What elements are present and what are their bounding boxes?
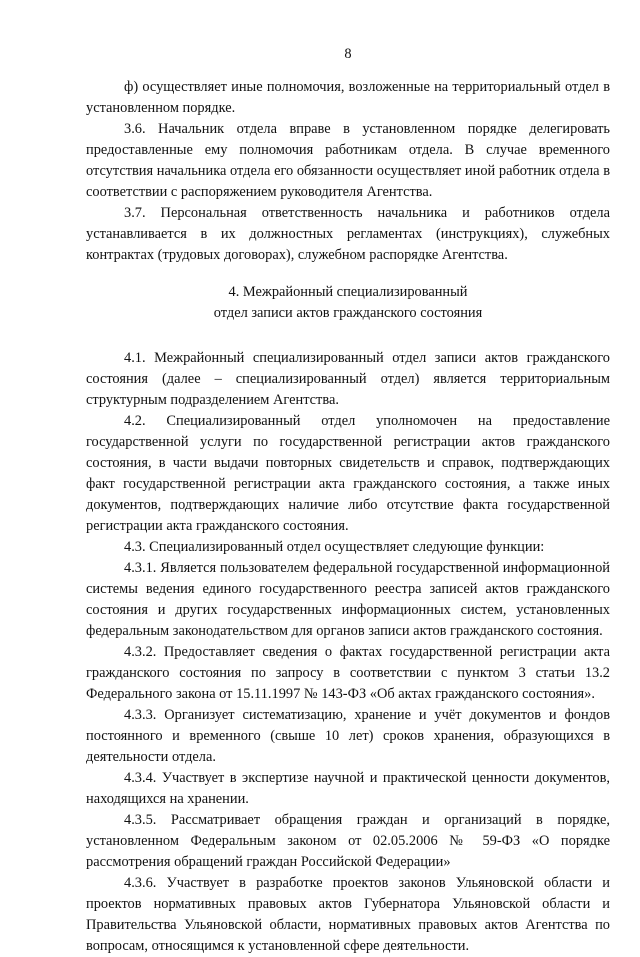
- paragraph-4-3-6: 4.3.6. Участвует в разработке проектов законов Ульяновской области и проектов нормативных правовых актов Губернатора Ульяновской области и Правительства Ульяновской области, нормативных правовых актов Агентства по вопросам, относящимся к установленной сфере деятельности.: [86, 875, 610, 954]
- paragraph-4-1: 4.1. Межрайонный специализированный отдел записи актов гражданского состояния (далее – специализированный отдел) является территориальным структурным подразделением Агентства.: [86, 350, 610, 408]
- section-title-line-1: 4. Межрайонный специализированный: [228, 284, 468, 300]
- section-4-title: [86, 282, 610, 324]
- paragraph-4-3: 4.3. Специализированный отдел осуществляет следующие функции:: [124, 539, 545, 555]
- paragraph-3-7: 3.7. Персональная ответственность начальника и работников отдела устанавливается в их должностных регламентах (инструкциях), служебных контрактах (трудовых договорах), служебном распорядке Агентства.: [86, 205, 610, 263]
- paragraph-3-6: 3.6. Начальник отдела вправе в установленном порядке делегировать предоставленные ему полномочия работникам отдела. В случае временного отсутствия начальника отдела его обязанности осуществляет иной работник отдела в соответствии с распоряжением руководителя Агентства.: [86, 121, 610, 200]
- paragraph-3-5f: ф) осуществляет иные полномочия, возложенные на территориальный отдел в установленном порядке.: [86, 79, 610, 116]
- paragraph-4-3-2: 4.3.2. Предоставляет сведения о фактах государственной регистрации акта гражданского состояния по запросу в соответствии с пунктом 3 статьи 13.2 Федерального закона от 15.11.1997 № 143-ФЗ «Об актах гражданского состояния».: [86, 644, 610, 702]
- paragraph-4-3-5: 4.3.5. Рассматривает обращения граждан и организаций в порядке, установленном Федеральным законом от 02.05.2006 № 59-ФЗ «О порядке рассмотрения обращений граждан Российской Федерации»: [86, 812, 610, 870]
- page-number: 8: [344, 46, 352, 62]
- section-title-line-2: отдел записи актов гражданского состояния: [213, 305, 483, 321]
- paragraph-4-3-3: 4.3.3. Организует систематизацию, хранение и учёт документов и фондов постоянного и временного (свыше 10 лет) сроков хранения, образующихся в деятельности отдела.: [86, 707, 610, 765]
- paragraph-4-3-1: 4.3.1. Является пользователем федеральной государственной информационной системы ведения единого государственного реестра записей актов гражданского состояния и других государственных информационных систем, установленных федеральным законодательством для органов записи актов гражданского состояния.: [86, 560, 610, 639]
- paragraph-4-2: 4.2. Специализированный отдел уполномочен на предоставление государственной услуги по государственной регистрации актов гражданского состояния, в части выдачи повторных свидетельств и справок, подтверждающих факт государственной регистрации акта гражданского состояния, а также иных документов, подтверждающих наличие либо отсутствие факта государственной регистрации акта гражданского состояния.: [86, 413, 610, 534]
- paragraph-4-3-4: 4.3.4. Участвует в экспертизе научной и практической ценности документов, находящихся на хранении.: [86, 770, 610, 807]
